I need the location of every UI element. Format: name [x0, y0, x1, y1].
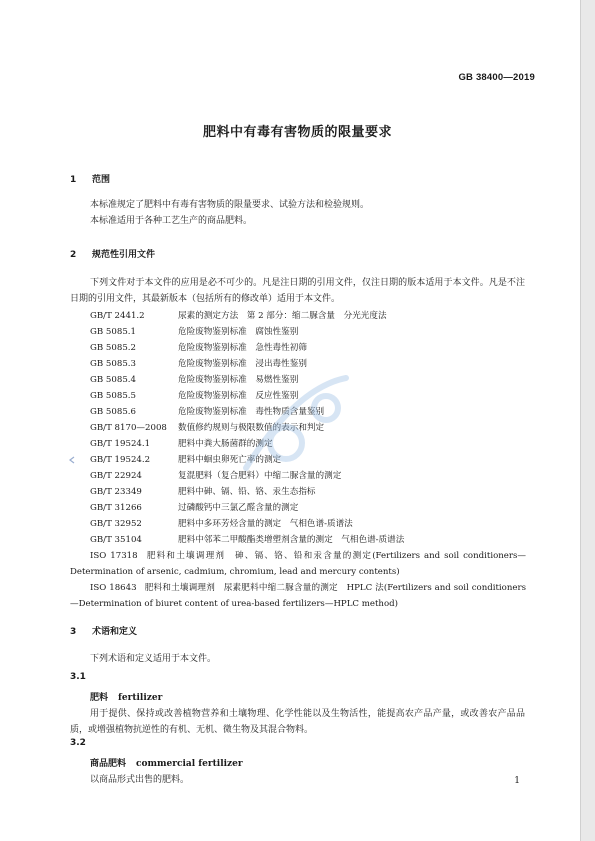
reference-title: 危险废物鉴别标准 腐蚀性鉴别	[178, 327, 299, 337]
term-number: 3.1	[70, 672, 86, 682]
viewer-scrollbar[interactable]	[580, 0, 595, 841]
reference-code: GB/T 19524.2	[90, 455, 151, 465]
section-title: 范围	[92, 175, 111, 185]
reference-title: 尿素的测定方法 第 2 部分：缩二脲含量 分光光度法	[178, 311, 387, 321]
reference-code: ISO 17318	[90, 551, 138, 561]
terms-intro: 下列术语和定义适用于本文件。	[90, 654, 217, 664]
section-title: 术语和定义	[92, 627, 138, 637]
reference-title: 危险废物鉴别标准 急性毒性初筛	[178, 343, 307, 353]
watermark-ring	[314, 396, 338, 420]
section-number: 3	[70, 627, 77, 637]
reference-item	[90, 308, 387, 324]
reference-code: GB/T 8170—2008	[90, 423, 167, 433]
page-number: 1	[514, 776, 520, 786]
section-title: 规范性引用文件	[92, 250, 156, 260]
reference-title: 过磷酸钙中三氯乙醛含量的测定	[178, 503, 299, 513]
reference-title: 数值修约规则与极限数值的表示和判定	[178, 423, 325, 433]
term-heading	[90, 756, 243, 769]
reference-title: 肥料中粪大肠菌群的测定	[178, 439, 273, 449]
reference-title: 肥料和土壤调理剂 砷、镉、铬、铅和汞含量的测定(Fertilizers and soil conditioners—Determination of arsenic, cadmium, chromium, lead and mercury contents)	[70, 551, 526, 577]
reference-code: GB 5085.6	[90, 407, 136, 417]
term-definition: 以商品形式出售的肥料。	[90, 775, 190, 785]
reference-item	[90, 532, 404, 548]
reference-title: 危险废物鉴别标准 毒性物质含量鉴别	[178, 407, 325, 417]
term-chinese: 肥料	[90, 693, 109, 703]
reference-code: GB 5085.1	[90, 327, 136, 337]
reference-title: 复混肥料（复合肥料）中缩二脲含量的测定	[178, 471, 342, 481]
reference-code: GB/T 19524.1	[90, 439, 151, 449]
reference-title: 肥料中邻苯二甲酸酯类增塑剂含量的测定 气相色谱-质谱法	[178, 535, 405, 545]
reference-item	[90, 324, 298, 340]
scope-paragraph-2: 本标准适用于各种工艺生产的商品肥料。	[90, 216, 253, 226]
reference-code: GB 5085.3	[90, 359, 136, 369]
section-number: 1	[70, 175, 77, 185]
reference-code: GB/T 35104	[90, 535, 142, 545]
reference-title: 肥料和土壤调理剂 尿素肥料中缩二脲含量的测定 HPLC 法(Fertilizers and soil conditioners—Determination of biuret content of urea-based fertilizers—HPLC method)	[70, 583, 526, 609]
reference-title: 肥料中砷、镉、铅、铬、汞生态指标	[178, 487, 316, 497]
navigation-arrow-icon[interactable]	[68, 456, 76, 464]
term-chinese: 商品肥料	[90, 759, 127, 769]
scope-paragraph-1: 本标准规定了肥料中有毒有害物质的限量要求、试验方法和检验规则。	[90, 200, 370, 210]
section-number: 2	[70, 250, 77, 260]
reference-code: ISO 18643	[90, 583, 137, 593]
reference-item	[90, 516, 353, 532]
reference-title: 危险废物鉴别标准 反应性鉴别	[178, 391, 299, 401]
term-number: 3.2	[70, 738, 86, 748]
watermark-ring	[270, 427, 302, 459]
reference-title: 肥料中多环芳烃含量的测定 气相色谱-质谱法	[178, 519, 353, 529]
section-heading-terms-definitions	[70, 624, 137, 637]
reference-title: 危险废物鉴别标准 易燃性鉴别	[178, 375, 299, 385]
section-heading-scope	[70, 172, 110, 185]
watermark-logo-icon	[216, 348, 376, 508]
reference-code: GB 5085.2	[90, 343, 136, 353]
references-intro: 下列文件对于本文件的应用是必不可少的。凡是注日期的引用文件，仅注日期的版本适用于本文件。凡是不注日期的引用文件，其最新版本（包括所有的修改单）适用于本文件。	[70, 278, 525, 304]
reference-code: GB/T 2441.2	[90, 311, 145, 321]
document-title: 肥料中有毒有害物质的限量要求	[202, 125, 392, 140]
term-english: commercial fertilizer	[136, 759, 243, 769]
reference-code: GB/T 23349	[90, 487, 142, 497]
reference-code: GB 5085.5	[90, 391, 136, 401]
reference-item-iso-17318	[70, 548, 526, 580]
term-heading	[90, 690, 162, 703]
term-english: fertilizer	[118, 693, 163, 703]
reference-code: GB/T 32952	[90, 519, 142, 529]
reference-item-iso-18643	[70, 580, 526, 612]
reference-code: GB 5085.4	[90, 375, 136, 385]
reference-code: GB/T 31266	[90, 503, 142, 513]
term-definition: 用于提供、保持或改善植物营养和土壤物理、化学性能以及生物活性，能提高农产品产量，或改善农产品品质，或增强植物抗逆性的有机、无机、微生物及其混合物料。	[70, 709, 525, 735]
standard-code: GB 38400—2019	[458, 72, 535, 83]
reference-title: 肥料中蛔虫卵死亡率的测定	[178, 455, 282, 465]
reference-title: 危险废物鉴别标准 浸出毒性鉴别	[178, 359, 307, 369]
reference-code: GB/T 22924	[90, 471, 142, 481]
section-heading-normative-references	[70, 247, 155, 260]
